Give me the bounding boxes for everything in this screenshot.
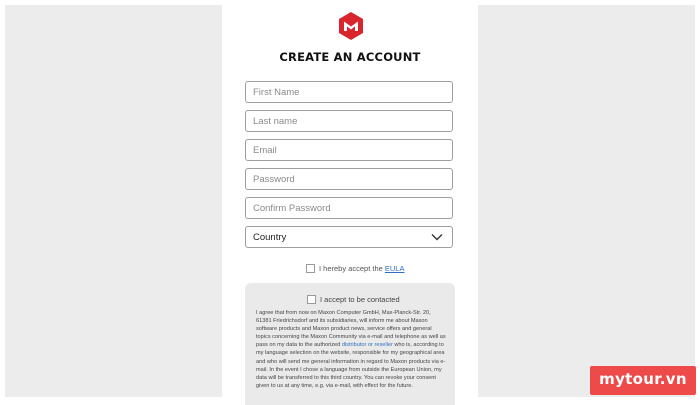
watermark-text: mytour.vn (599, 370, 687, 388)
page-background-left (5, 5, 222, 397)
eula-row (222, 263, 478, 275)
page-background-right (478, 5, 695, 397)
email-input[interactable] (245, 139, 453, 161)
consent-text-part1: I agree that from now on Maxon Computer GmbH, Max-Planck-Str. 20, 61381 Friedrichsdorf and its subsidiaries, will inform me about Maxon software products and Maxon product news, service offers and general topics concerning the Maxon Community via e-mail and telephone as well as pass on my data to the authorized (256, 310, 446, 349)
eula-link[interactable]: EULA (384, 264, 405, 273)
consent-header (245, 294, 455, 306)
eula-label (319, 264, 404, 273)
first-name-input[interactable] (245, 81, 453, 103)
last-name-input[interactable] (245, 110, 453, 132)
watermark-badge (590, 366, 696, 395)
chevron-down-icon (431, 232, 443, 242)
distributor-link[interactable]: distributor or reseller (341, 342, 393, 349)
signup-panel (222, 0, 478, 405)
password-input[interactable] (245, 168, 453, 190)
country-select-label: Country (253, 232, 287, 243)
eula-label-text: I hereby accept the (319, 264, 385, 273)
consent-text (256, 309, 446, 390)
consent-box (245, 283, 455, 405)
contact-consent-checkbox[interactable] (307, 295, 316, 304)
consent-text-part2: who is, according to my language selection on the website, responsible for my geographical area and who will send me general information in regard to Maxon products via e-mail. In the event I chose a language from outside the European Union, my data will be transferred to this third country. You can revoke your consent given to us at any time, e.g. via e-mail, with effect for the future. (256, 342, 446, 389)
confirm-password-input[interactable] (245, 197, 453, 219)
page-title: CREATE AN ACCOUNT (279, 50, 421, 64)
maxon-logo-icon (339, 12, 363, 40)
country-select[interactable] (245, 226, 453, 248)
contact-consent-label: I accept to be contacted (320, 295, 400, 304)
eula-checkbox[interactable] (306, 264, 315, 273)
